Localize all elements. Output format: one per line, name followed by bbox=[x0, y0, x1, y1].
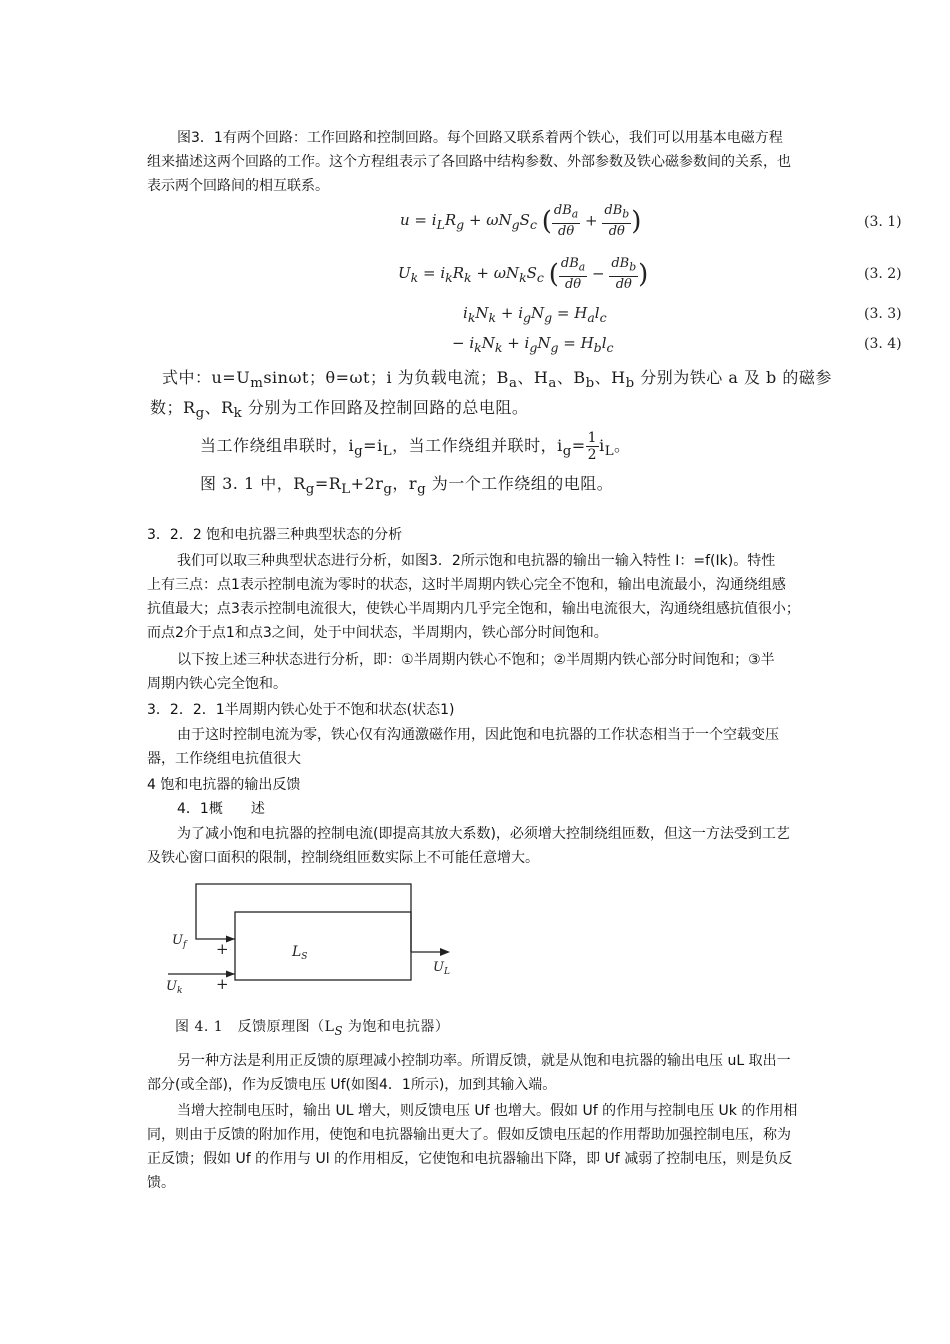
intro-paragraph bbox=[147, 126, 822, 198]
plus-sign-bottom: + bbox=[216, 975, 229, 993]
section-3221-heading: 3．2．2．1半周期内铁心处于不饱和状态(状态1) bbox=[147, 702, 455, 718]
section-322-heading: 3．2．2 饱和电抗器三种典型状态的分析 bbox=[147, 527, 403, 543]
intro-line-2: 组来描述这两个回路的工作。这个方程组表示了各回路中结构参数、外部参数及铁心磁参数间的关系，也 bbox=[147, 154, 791, 170]
section-4-heading: 4 饱和电抗器的输出反馈 bbox=[147, 777, 301, 793]
equation-3-4: − $i_kN_k + i_gN_g = H_bl_c$ bbox=[452, 334, 614, 355]
ul-label: $U_L$ bbox=[433, 960, 450, 977]
section-322-paragraph-1: 我们可以取三种典型状态进行分析，如图3．2所示饱和电抗器的输出一输入特性 I：=f(Ik)。特性 上有三点：点1表示控制电流为零时的状态，这时半周期内铁心完全不饱和，输出电流最小，沟通绕组感 抗值最大；点3表示控制电流很大，使铁心半周期内几乎完全饱和，输出电流很大，沟通绕组感抗值很小； 而点2介于点1和点3之间，处于中间状态，半周期内，铁心部分时间饱和。 bbox=[147, 553, 800, 641]
figure-caption: 图 4. 1 反馈原理图（$L_S$ 为饱和电抗器） bbox=[175, 1019, 450, 1038]
equation-number-3-3: (3. 3) bbox=[864, 306, 902, 322]
scan-line-2: 数；$R_g$、$R_k$ 分别为工作回路及控制回路的总电阻。 bbox=[150, 398, 529, 422]
reactor-block bbox=[235, 912, 411, 980]
after-figure-paragraph-2: 当增大控制电压时，输出 UL 增大，则反馈电压 Uf 也增大。假如 Uf 的作用与控制电压 Uk 的作用相 同，则由于反馈的附加作用，使饱和电抗器输出更大了。假如反馈电压起的作用帮助加强控制电压，称为 正反馈；假如 Uf 的作用与 Ul 的作用相反，它使饱和电抗器输出下降，即 Uf 减弱了控制电压，则是负反 馈。 bbox=[147, 1103, 798, 1191]
equation-number-3-4: (3. 4) bbox=[864, 336, 902, 352]
after-figure-paragraph-1: 另一种方法是利用正反馈的原理减小控制功率。所谓反馈，就是从饱和电抗器的输出电压 uL 取出一 部分(或全部)，作为反馈电压 Uf(如图4．1所示)，加到其输入端。 bbox=[147, 1053, 791, 1093]
equation-number-3-1: (3. 1) bbox=[864, 214, 902, 230]
scan-line-4: 图 3. 1 中，$R_g=R_L+2r_g$，$r_g$ 为一个工作绕组的电阻。 bbox=[200, 474, 614, 498]
section-4-1-heading: 4．1概 述 bbox=[177, 801, 265, 817]
uf-label: $U_f$ bbox=[172, 933, 187, 950]
section-322-paragraph-2: 以下按上述三种状态进行分析，即：①半周期内铁心不饱和；②半周期内铁心部分时间饱和；③半 周期内铁心完全饱和。 bbox=[147, 652, 775, 692]
equation-3-2: $U_k = i_kR_k + \omega N_kS_c$ ( $\frac{dB_a}{d\theta}$ − $\frac{dB_b}{d\theta}$ ) bbox=[398, 256, 649, 292]
equation-3-1: $u = i_LR_g + \omega N_gS_c$ ( $\frac{dB_a}{d\theta}$ + $\frac{dB_b}{d\theta}$ ) bbox=[400, 203, 642, 239]
uk-label: $U_k$ bbox=[166, 979, 183, 996]
scan-line-3: 当工作绕组串联时，$i_g=i_L$，当工作绕组并联时，$i_g=$ $\frac{1}{2}$ $i_L$。 bbox=[200, 430, 631, 463]
feedback-diagram bbox=[160, 878, 460, 1002]
intro-line-3: 表示两个回路间的相互联系。 bbox=[147, 178, 329, 194]
section-4-paragraph: 为了减小饱和电抗器的控制电流(即提高其放大系数)，必须增大控制绕组匝数，但这一方法受到工艺 及铁心窗口面积的限制，控制绕组匝数实际上不可能任意增大。 bbox=[147, 826, 790, 866]
equation-number-3-2: (3. 2) bbox=[864, 266, 902, 282]
output-arrowhead bbox=[440, 948, 450, 956]
plus-sign-top: + bbox=[216, 940, 229, 958]
intro-line-1: 图3．1有两个回路：工作回路和控制回路。每个回路又联系着两个铁心，我们可以用基本电磁方程 bbox=[177, 130, 783, 146]
scan-line-1: 式中：$u=U_m\sin\omega t$；θ=ωt；i 为负载电流；$B_a$、$H_a$、$B_b$、$H_b$ 分别为铁心 a 及 b 的磁参 bbox=[162, 368, 832, 392]
equation-3-3: $i_kN_k + i_gN_g = H_al_c$ bbox=[463, 304, 607, 325]
section-3221-paragraph: 由于这时控制电流为零，铁心仅有沟通激磁作用，因此饱和电抗器的工作状态相当于一个空载变压 器，工作绕组电抗值很大 bbox=[147, 727, 779, 767]
ls-label: $L_S$ bbox=[292, 944, 308, 962]
